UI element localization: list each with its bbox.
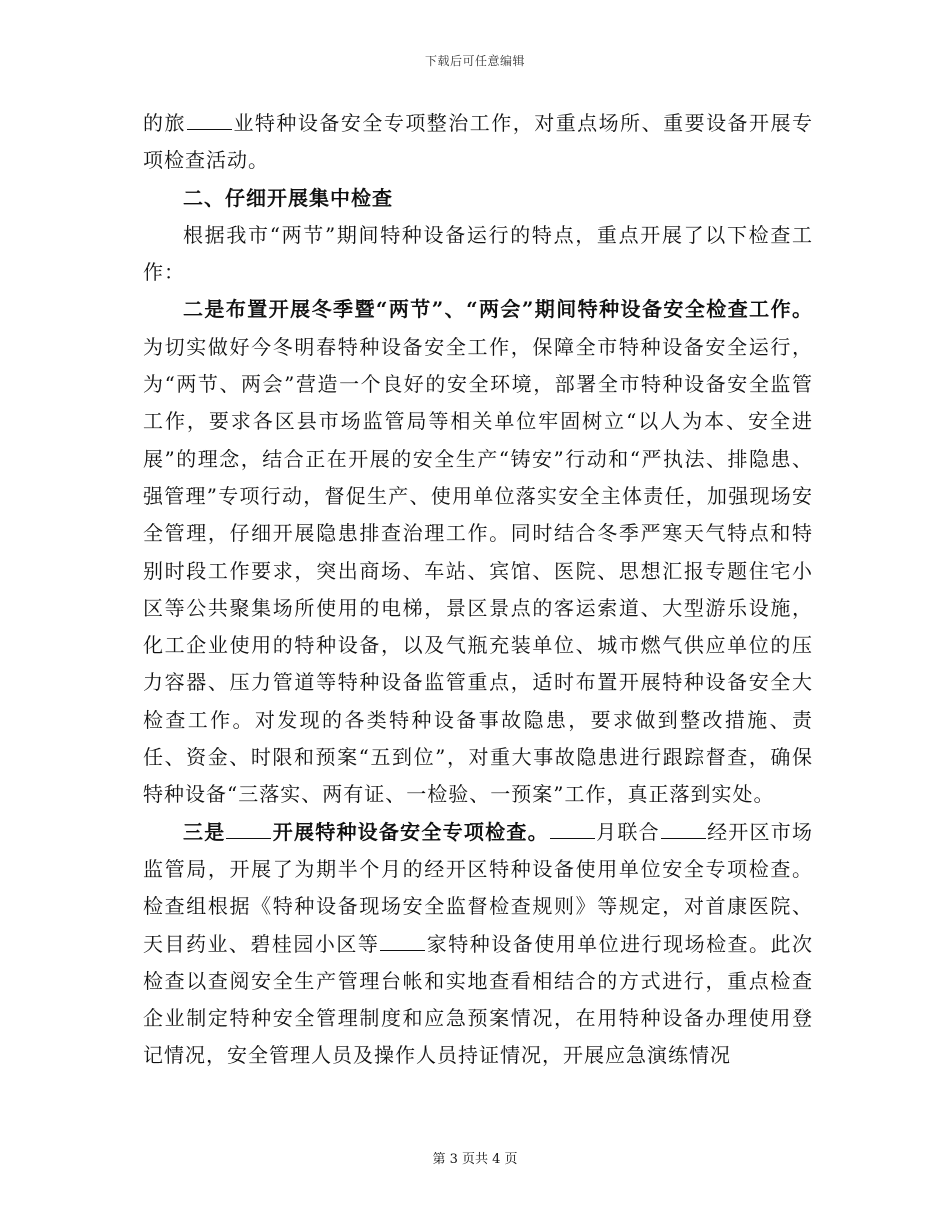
paragraph-text: 经开区市场监管局，开展了为期半个月的经开区特种设备使用单位安全专项检查。检查组根据《特种设备现场安全监督检查规则》等规定，对首康医院、天目药业、碧桂园小区等: [143, 819, 814, 956]
fill-in-blank: [226, 820, 271, 839]
paragraph-continuation: [143, 105, 813, 180]
paragraph-text: 为切实做好今冬明春特种设备安全工作，保障全市特种设备安全运行，为“两节、两会”营造一个良好的安全环境，部署全市特种设备安全监管工作，要求各区县市场监管局等相关单位牢固树立“以人为本、安全进展”的理念，结合正在开展的安全生产“铸安”行动和“严执法、排隐患、强管理”专项行动，督促生产、使用单位落实安全主体责任，加强现场安全管理，仔细开展隐患排查治理工作。同时结合冬季严寒天气特点和特别时段工作要求，突出商场、车站、宾馆、医院、思想汇报专题住宅小区等公共聚集场所使用的电梯，景区景点的客运索道、大型游乐设施，化工企业使用的特种设备，以及气瓶充装单位、城市燃气供应单位的压力容器、压力管道等特种设备监管重点，适时布置开展特种设备安全大检查工作。对发现的各类特种设备事故隐患，要求做到整改措施、责任、资金、时限和预案“五到位”，对重大事故隐患进行跟踪督查，确保特种设备“三落实、两有证、一检验、一预案”工作，真正落到实处。: [143, 334, 813, 807]
paragraph-intro: 根据我市“两节”期间特种设备运行的特点，重点开展了以下检查工作：: [143, 222, 813, 285]
fill-in-blank: [187, 111, 232, 130]
document-body: [143, 105, 813, 1075]
page-header-watermark: 下载后可任意编辑: [424, 54, 525, 68]
item-title: 开展特种设备安全专项检查。: [272, 819, 549, 844]
page-footer-number: 第 3 页共 4 页: [432, 1152, 518, 1167]
fill-in-blank: [550, 820, 595, 839]
item-title: 三是: [183, 819, 226, 844]
item-title: 二是布置开展冬季暨“两节”、“两会”期间特种设备安全检查工作。: [183, 297, 813, 322]
fill-in-blank: [380, 932, 425, 951]
section-heading: 二、仔细开展集中检查: [183, 185, 393, 210]
paragraph-text: 家特种设备使用单位进行现场检查。此次检查以查阅安全生产管理台帐和实地查看相结合的方式进行，重点检查企业制定特种安全管理制度和应急预案情况，在用特种设备办理使用登记情况，安全管理人员及操作人员持证情况，开展应急演练情况: [143, 931, 814, 1068]
paragraph-item-3: [143, 814, 813, 1075]
paragraph-text: 业特种设备安全专项整治工作，对重点场所、重要设备开展专项检查活动。: [143, 111, 814, 173]
paragraph-item-2: [143, 291, 813, 813]
paragraph-text: 月联合: [595, 819, 660, 844]
paragraph-text: 的旅: [143, 111, 186, 135]
fill-in-blank: [661, 820, 706, 839]
